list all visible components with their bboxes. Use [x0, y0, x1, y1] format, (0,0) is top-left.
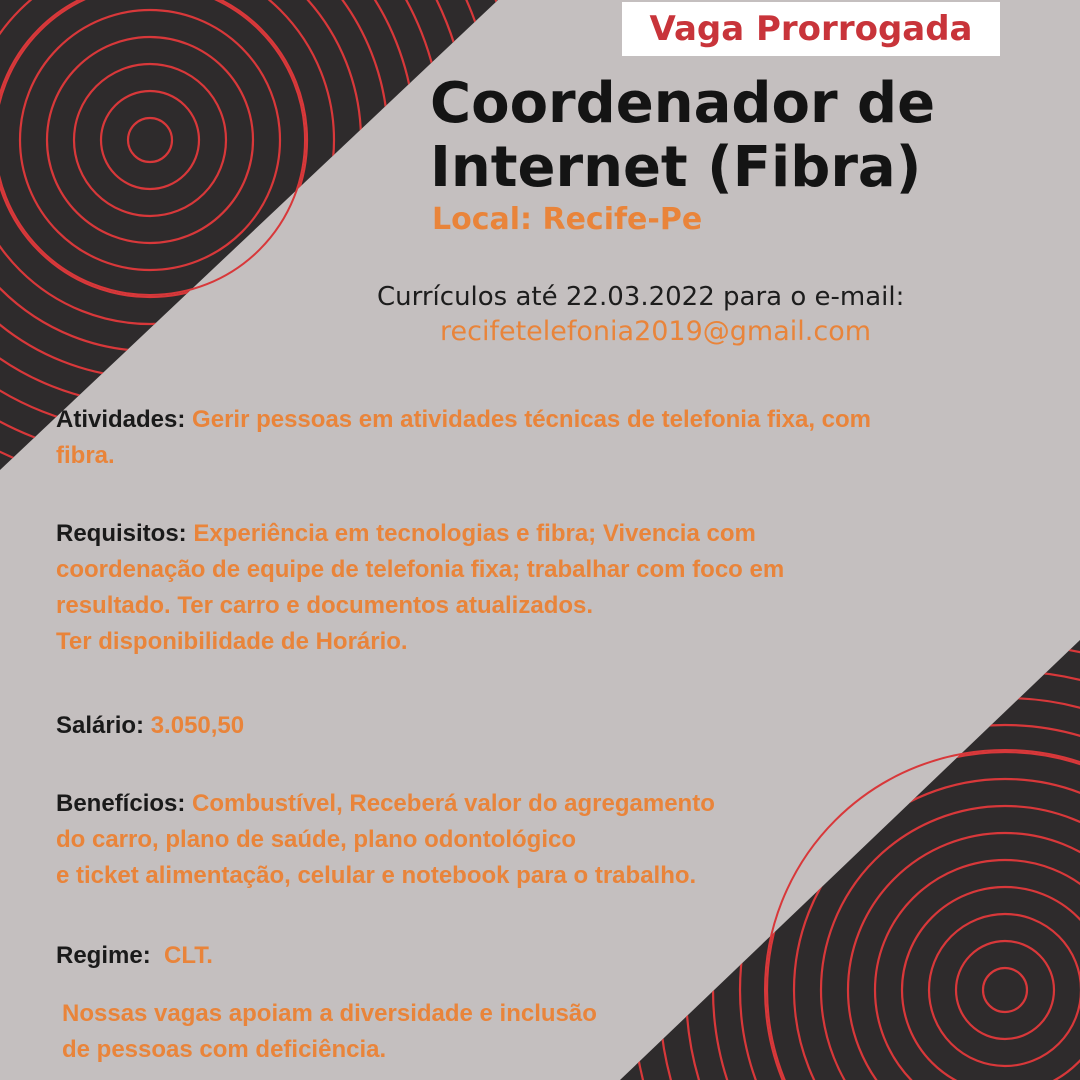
regime-value: CLT.: [164, 942, 213, 969]
benefits-label: Benefícios:: [56, 790, 186, 817]
job-location: Local: Recife-Pe: [432, 202, 703, 237]
benefits-section: [56, 786, 715, 894]
activities-text-2: fibra.: [56, 442, 115, 469]
inclusion-text-2: de pessoas com deficiência.: [62, 1036, 387, 1063]
requirements-text-3: resultado. Ter carro e documentos atualizados.: [56, 592, 594, 619]
salary-section: [56, 708, 244, 744]
requirements-text-2: coordenação de equipe de telefonia fixa; trabalhar com foco em: [56, 556, 785, 583]
salary-value: 3.050,50: [150, 712, 245, 739]
benefits-text-2: do carro, plano de saúde, plano odontológico: [56, 826, 577, 853]
activities-text-1: Gerir pessoas em atividades técnicas de telefonia fixa, com: [192, 406, 872, 433]
inclusion-text-1: Nossas vagas apoiam a diversidade e inclusão: [62, 1000, 597, 1027]
benefits-text-3: e ticket alimentação, celular e notebook para o trabalho.: [56, 862, 697, 889]
regime-section: [56, 938, 213, 974]
cv-deadline-text: Currículos até 22.03.2022 para o e-mail:: [377, 282, 905, 312]
activities-label: Atividades:: [56, 406, 186, 433]
regime-label: Regime:: [56, 942, 151, 969]
inclusion-statement: [62, 996, 597, 1068]
job-title-line-2: Internet (Fibra): [430, 135, 922, 200]
contact-email: recifetelefonia2019@gmail.com: [440, 316, 872, 347]
job-title-line-1: Coordenador de: [430, 71, 936, 136]
requirements-label: Requisitos:: [56, 520, 187, 547]
requirements-section: [56, 516, 784, 660]
activities-section: [56, 402, 1026, 474]
salary-label: Salário:: [56, 712, 145, 739]
benefits-text-1: Combustível, Receberá valor do agregamento: [192, 790, 715, 817]
requirements-text-4: Ter disponibilidade de Horário.: [56, 628, 408, 655]
requirements-text-1: Experiência em tecnologias e fibra; Vivencia com: [193, 520, 756, 547]
badge-label: Vaga Prorrogada: [649, 9, 973, 49]
extended-vacancy-badge: [622, 2, 1000, 56]
